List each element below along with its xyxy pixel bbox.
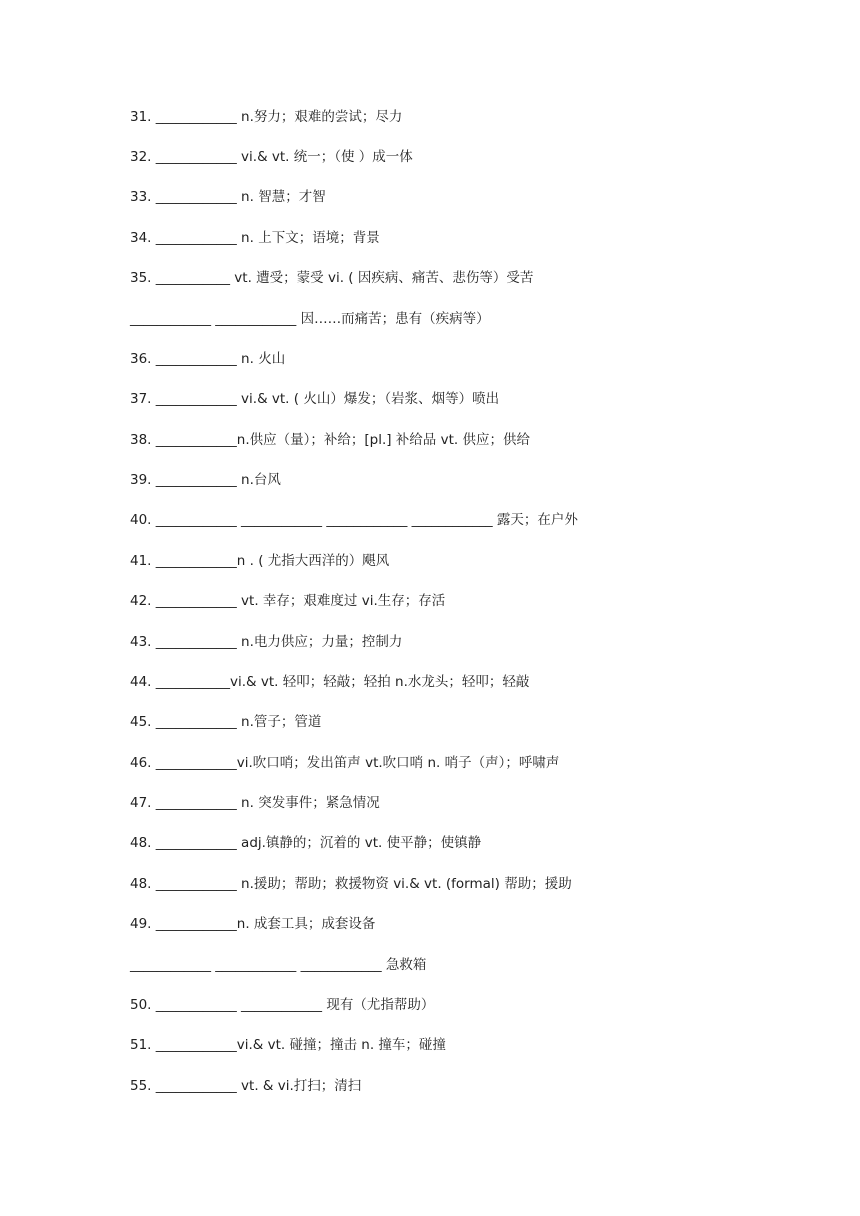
vocab-line-44 [130, 671, 529, 693]
vocab-line-35-phrase [130, 308, 490, 330]
vocab-line-46 [130, 752, 559, 774]
vocab-line-42 [130, 590, 445, 612]
vocab-line-41 [130, 550, 389, 572]
vocab-line-40 [130, 509, 578, 531]
vocab-line-text: 40. ____________ ____________ ____________ ____________ 露天；在户外 [130, 512, 578, 528]
vocab-line-text: 31. ____________ n.努力；艰难的尝试；尽力 [130, 109, 403, 125]
vocab-line-34 [130, 227, 380, 249]
vocab-line-37 [130, 388, 499, 410]
vocab-line-text: 45. ____________ n.管子；管道 [130, 714, 322, 730]
vocab-line-text: 51. ____________vi.& vt. 碰撞；撞击 n. 撞车；碰撞 [130, 1037, 446, 1053]
vocab-line-48b [130, 873, 572, 895]
vocab-line-36 [130, 348, 285, 370]
vocab-line-text: 32. ____________ vi.& vt. 统一；（使 ）成一体 [130, 149, 413, 165]
vocab-line-55 [130, 1075, 361, 1097]
vocab-line-51 [130, 1034, 446, 1056]
vocab-line-text: 44. ___________vi.& vt. 轻叩；轻敲；轻拍 n.水龙头；轻叩；轻敲 [130, 674, 530, 690]
vocab-line-text: 35. ___________ vt. 遭受；蒙受 vi. ( 因疾病、痛苦、悲伤等）受苦 [130, 270, 534, 286]
vocab-line-45 [130, 711, 321, 733]
vocab-line-text: 49. ____________n. 成套工具；成套设备 [130, 916, 376, 932]
vocab-line-31 [130, 106, 402, 128]
vocab-line-43 [130, 631, 402, 653]
vocab-line-49-phrase [130, 954, 426, 976]
vocab-line-text: 42. ____________ vt. 幸存；艰难度过 vi.生存；存活 [130, 593, 446, 609]
vocab-line-text: 34. ____________ n. 上下文；语境；背景 [130, 230, 380, 246]
vocab-line-32 [130, 146, 413, 168]
vocab-line-text: 46. ____________vi.吹口哨；发出笛声 vt.吹口哨 n. 哨子（声）；呼啸声 [130, 755, 560, 771]
vocab-line-text: 39. ____________ n.台风 [130, 472, 281, 488]
vocab-line-text: 48. ____________ n.援助；帮助；救援物资 vi.& vt. (formal) 帮助；援助 [130, 876, 572, 892]
vocab-line-text: 55. ____________ vt. & vi.打扫；清扫 [130, 1078, 362, 1094]
vocab-line-text: 47. ____________ n. 突发事件；紧急情况 [130, 795, 380, 811]
vocab-line-33 [130, 186, 326, 208]
vocab-line-38 [130, 429, 530, 451]
vocab-line-text: ____________ ____________ ____________ 急救箱 [130, 957, 427, 973]
vocab-line-text: 37. ____________ vi.& vt. ( 火山）爆发；（岩浆、烟等）喷出 [130, 391, 500, 407]
vocab-line-50 [130, 994, 434, 1016]
vocab-line-39 [130, 469, 281, 491]
vocab-line-text: ____________ ____________ 因……而痛苦；患有（疾病等） [130, 311, 490, 327]
vocab-line-text: 43. ____________ n.电力供应；力量；控制力 [130, 634, 403, 650]
vocab-line-text: 33. ____________ n. 智慧；才智 [130, 189, 326, 205]
vocab-line-48a [130, 832, 481, 854]
vocab-line-text: 38. ____________n.供应（量）；补给；[pl.] 补给品 vt. 供应；供给 [130, 432, 530, 448]
vocab-line-text: 50. ____________ ____________ 现有（尤指帮助） [130, 997, 435, 1013]
vocab-line-text: 41. ____________n . ( 尤指大西洋的）飓风 [130, 553, 390, 569]
vocab-line-47 [130, 792, 380, 814]
vocab-line-text: 48. ____________ adj.镇静的；沉着的 vt. 使平静；使镇静 [130, 835, 482, 851]
vocab-line-49 [130, 913, 375, 935]
vocab-line-35 [130, 267, 533, 289]
vocab-line-text: 36. ____________ n. 火山 [130, 351, 286, 367]
